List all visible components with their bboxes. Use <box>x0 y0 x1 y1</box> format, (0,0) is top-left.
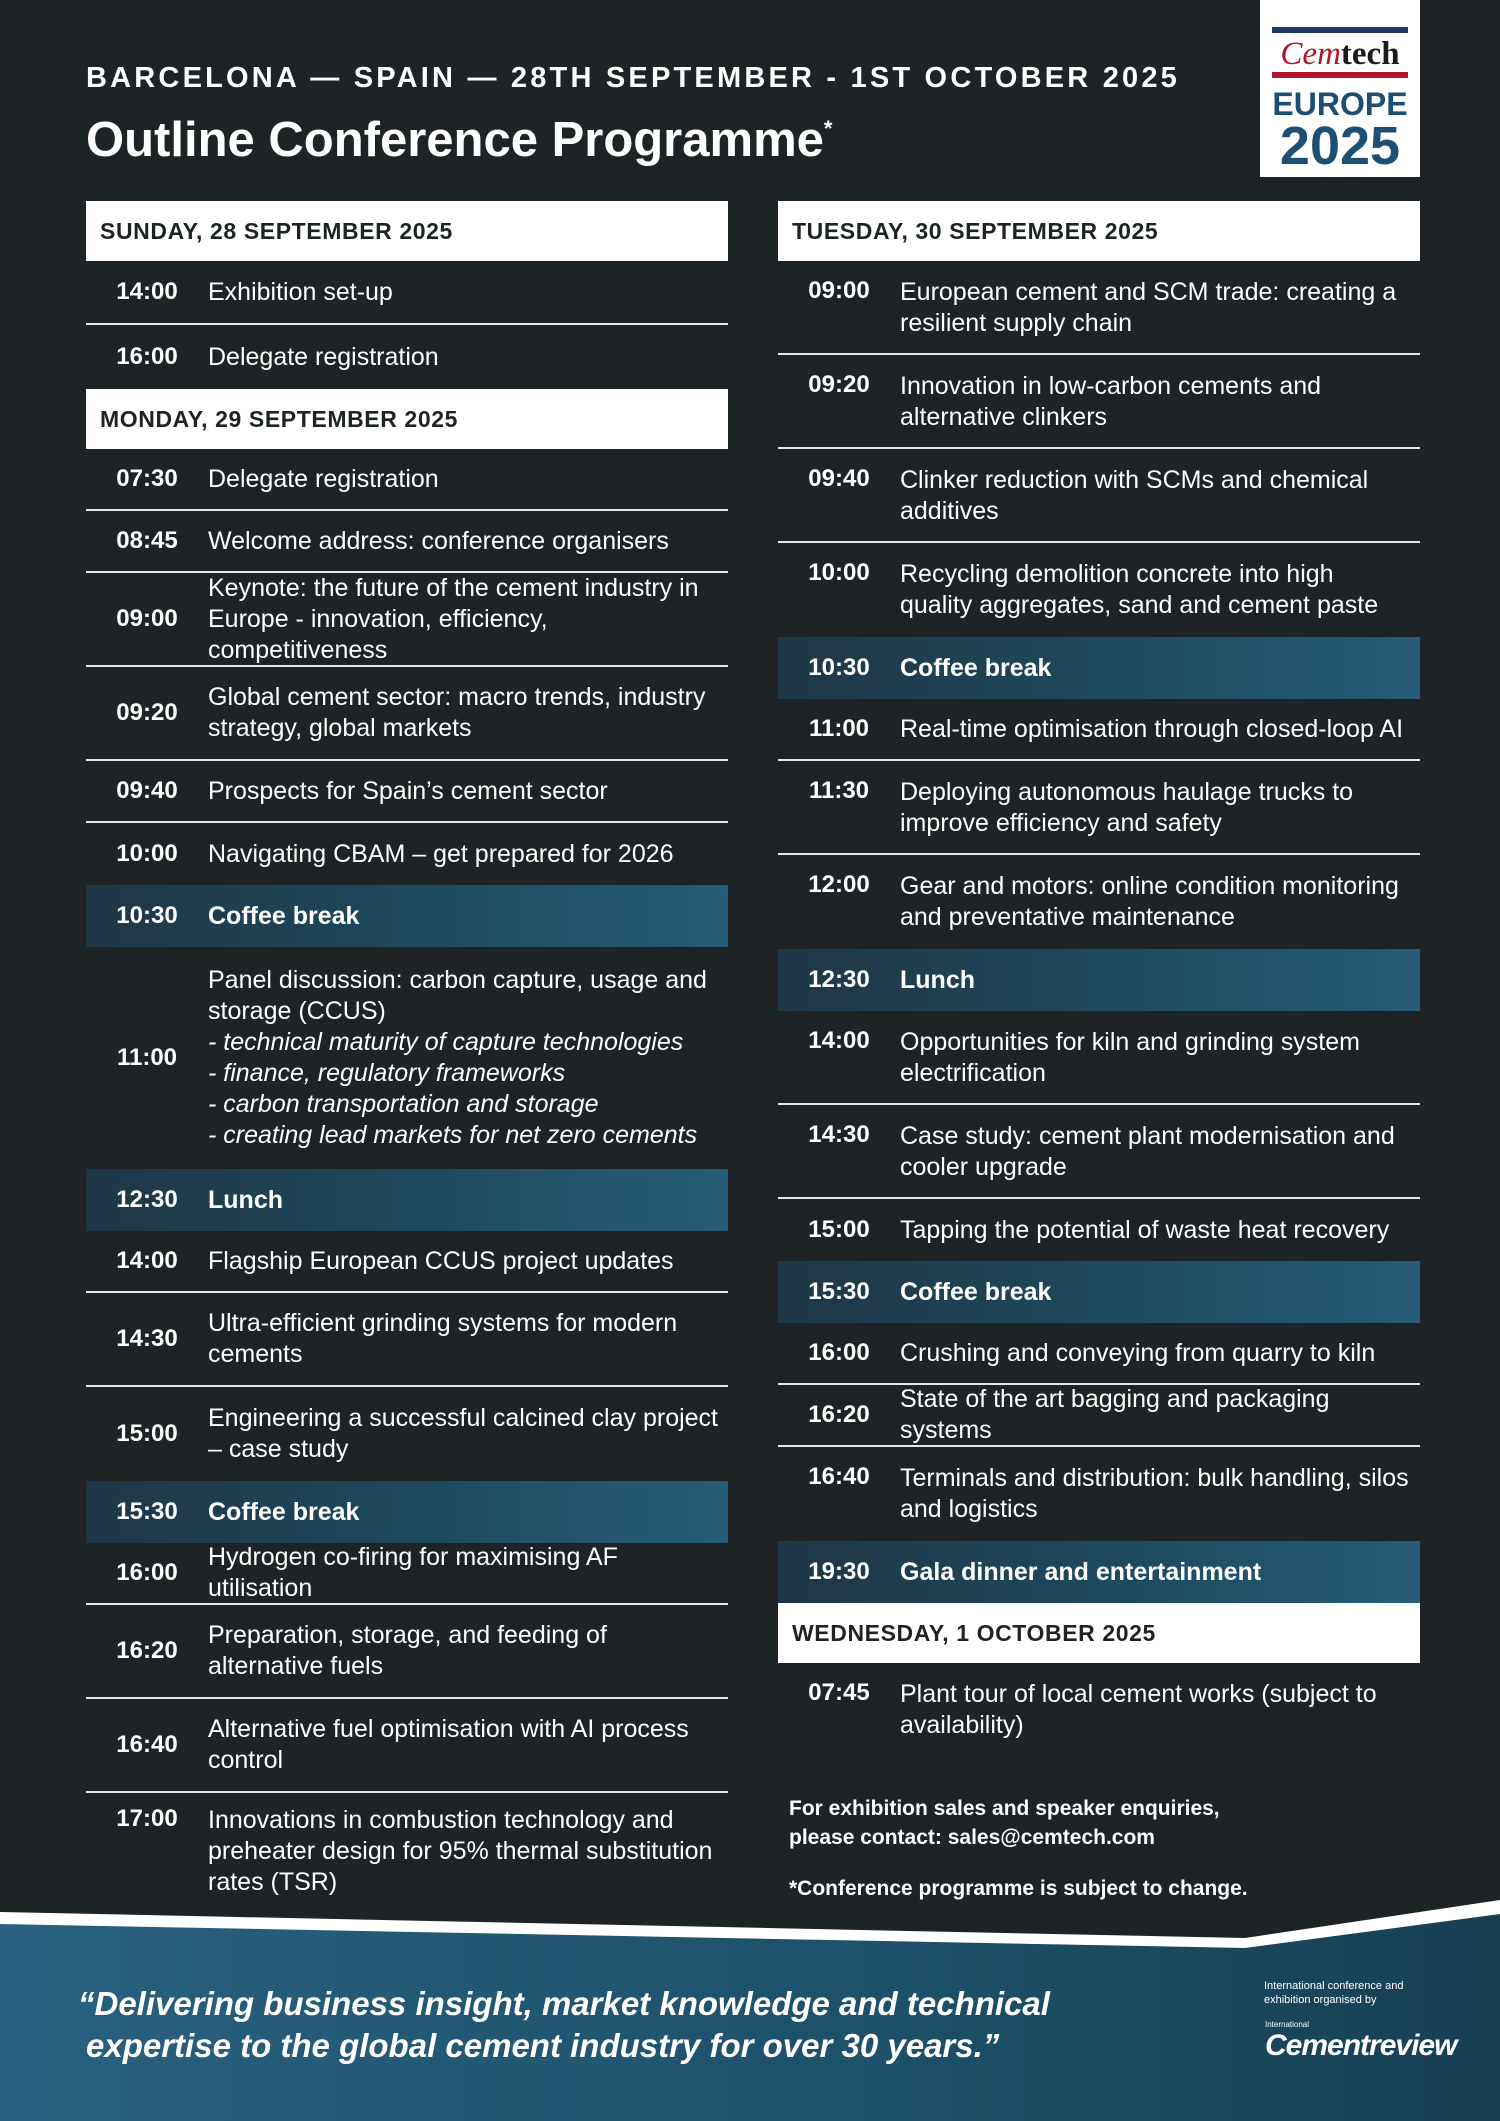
panel-topic: - technical maturity of capture technologies <box>208 1028 684 1056</box>
session-time: 15:00 <box>808 1216 870 1243</box>
day-heading-sunday: SUNDAY, 28 SEPTEMBER 2025 <box>86 201 728 261</box>
session-time: 14:00 <box>116 1247 178 1274</box>
session-title: Navigating CBAM – get prepared for 2026 <box>208 839 674 868</box>
break-row <box>86 1169 728 1231</box>
session-time: 16:00 <box>116 343 178 370</box>
event-location-dates: BARCELONA — SPAIN — 28TH SEPTEMBER - 1ST OCTOBER 2025 <box>86 62 1181 94</box>
session-time: 16:20 <box>116 1637 178 1664</box>
session-row <box>86 1793 728 1905</box>
organiser-text <box>1264 1979 1403 2007</box>
session-row <box>778 1385 1420 1447</box>
session-row <box>778 855 1420 949</box>
session-row <box>778 1663 1420 1757</box>
session-row <box>778 1011 1420 1105</box>
break-row <box>778 1541 1420 1603</box>
session-title: Coffee break <box>208 1497 360 1526</box>
session-row <box>86 325 728 389</box>
session-row <box>86 1699 728 1793</box>
logo-bottom-strip <box>1272 72 1408 78</box>
cemtech-europe-logo <box>1260 0 1420 177</box>
session-time: 15:00 <box>116 1420 178 1447</box>
session-row-panel <box>86 947 728 1169</box>
session-title: Deploying autonomous haulage trucks to improve efficiency and safety <box>900 778 1354 837</box>
session-time: 14:00 <box>808 1027 870 1054</box>
left-column <box>86 201 728 1905</box>
day-heading-monday: MONDAY, 29 SEPTEMBER 2025 <box>86 389 728 449</box>
session-title: Gala dinner and entertainment <box>900 1557 1262 1586</box>
session-time: 16:00 <box>116 1559 178 1586</box>
session-row <box>86 1293 728 1387</box>
panel-title: Panel discussion: carbon capture, usage and storage (CCUS) <box>208 966 707 1025</box>
logo-region: EUROPE <box>1272 86 1408 122</box>
session-time: 11:00 <box>808 715 870 742</box>
session-title: Real-time optimisation through closed-loop AI <box>900 714 1404 743</box>
session-row <box>778 1323 1420 1385</box>
session-title: Coffee break <box>208 901 360 930</box>
session-title: Exhibition set-up <box>208 277 393 306</box>
break-row <box>86 1481 728 1543</box>
session-row <box>86 667 728 761</box>
session-title: Innovations in combustion technology and preheater design for 95% thermal substitution rates (TSR) <box>208 1806 713 1896</box>
session-row <box>778 261 1420 355</box>
session-row <box>86 449 728 511</box>
session-title: Recycling demolition concrete into high quality aggregates, sand and cement paste <box>900 560 1379 619</box>
session-row <box>778 761 1420 855</box>
session-time: 09:20 <box>116 699 178 726</box>
day-heading-tuesday: TUESDAY, 30 SEPTEMBER 2025 <box>778 201 1420 261</box>
footer-quote <box>78 1983 1050 2067</box>
session-title: Hydrogen co-firing for maximising AF utilisation <box>208 1543 618 1602</box>
session-row <box>86 1231 728 1293</box>
session-title: Delegate registration <box>208 342 439 371</box>
session-time: 12:30 <box>116 1186 178 1213</box>
session-row <box>86 511 728 573</box>
session-row <box>86 1543 728 1605</box>
session-time: 14:30 <box>808 1121 870 1148</box>
session-row <box>778 1447 1420 1541</box>
session-row <box>778 543 1420 637</box>
session-title: Terminals and distribution: bulk handling, silos and logistics <box>900 1464 1409 1523</box>
session-row <box>778 449 1420 543</box>
cement-review-logo <box>1265 2020 1457 2070</box>
cr-logo-small: International <box>1265 2020 1310 2029</box>
session-time: 08:45 <box>116 527 178 554</box>
logo-top-strip <box>1272 27 1408 33</box>
session-time: 09:00 <box>808 277 870 304</box>
session-title: Flagship European CCUS project updates <box>208 1246 674 1275</box>
break-row <box>778 637 1420 699</box>
logo-year: 2025 <box>1279 116 1401 176</box>
session-title: Ultra-efficient grinding systems for modern cements <box>208 1309 678 1368</box>
session-row <box>778 1105 1420 1199</box>
contact-line: For exhibition sales and speaker enquiries, <box>789 1797 1220 1820</box>
session-time: 09:40 <box>808 465 870 492</box>
cr-logo-brand: Cementreview <box>1265 2029 1457 2062</box>
session-title <box>208 965 728 1151</box>
session-time: 16:40 <box>808 1463 870 1490</box>
session-title: Welcome address: conference organisers <box>208 526 669 555</box>
page-title <box>86 112 832 168</box>
session-time: 11:00 <box>116 1044 178 1071</box>
session-time: 19:30 <box>808 1558 870 1585</box>
break-row <box>86 885 728 947</box>
session-title: Case study: cement plant modernisation and cooler upgrade <box>900 1122 1395 1181</box>
session-title: Crushing and conveying from quarry to kiln <box>900 1338 1376 1367</box>
session-title: Clinker reduction with SCMs and chemical additives <box>900 466 1369 525</box>
session-time: 09:20 <box>808 371 870 398</box>
panel-topic: - finance, regulatory frameworks <box>208 1059 566 1087</box>
session-time: 16:40 <box>116 1731 178 1758</box>
session-title: Innovation in low-carbon cements and alternative clinkers <box>900 372 1322 431</box>
session-title: Prospects for Spain’s cement sector <box>208 776 608 805</box>
session-time: 17:00 <box>116 1805 178 1832</box>
session-time: 15:30 <box>116 1498 178 1525</box>
session-title: Alternative fuel optimisation with AI process control <box>208 1715 689 1774</box>
session-title: Engineering a successful calcined clay project – case study <box>208 1404 718 1463</box>
session-title: Lunch <box>900 965 975 994</box>
session-title: Coffee break <box>900 653 1052 682</box>
session-time: 10:00 <box>808 559 870 586</box>
organiser-line: exhibition organised by <box>1264 1994 1377 2006</box>
session-title: Opportunities for kiln and grinding system electrification <box>900 1028 1360 1087</box>
right-column <box>778 201 1420 1757</box>
title-asterisk: * <box>823 116 833 141</box>
session-title: Gear and motors: online condition monitoring and preventative maintenance <box>900 872 1399 931</box>
session-row <box>86 1605 728 1699</box>
logo-brand-b: tech <box>1340 36 1400 72</box>
session-row <box>86 573 728 667</box>
session-row <box>778 1199 1420 1261</box>
footnote: *Conference programme is subject to change. <box>789 1877 1248 1900</box>
page-title-text: Outline Conference Programme <box>86 113 824 167</box>
session-time: 16:00 <box>808 1339 870 1366</box>
session-title: Tapping the potential of waste heat recovery <box>900 1215 1390 1244</box>
session-time: 09:40 <box>116 777 178 804</box>
session-time: 07:45 <box>808 1679 870 1706</box>
session-time: 12:30 <box>808 966 870 993</box>
session-title: Lunch <box>208 1185 283 1214</box>
session-time: 10:00 <box>116 840 178 867</box>
session-time: 14:30 <box>116 1325 178 1352</box>
session-time: 14:00 <box>116 278 178 305</box>
session-row <box>778 699 1420 761</box>
session-row <box>86 1387 728 1481</box>
session-row <box>86 823 728 885</box>
session-time: 12:00 <box>808 871 870 898</box>
session-time: 07:30 <box>116 465 178 492</box>
session-time: 15:30 <box>808 1278 870 1305</box>
panel-topic: - creating lead markets for net zero cements <box>208 1121 698 1149</box>
contact-line: please contact: sales@cemtech.com <box>789 1826 1155 1849</box>
session-title: Coffee break <box>900 1277 1052 1306</box>
logo-brand-a: Cem <box>1280 36 1341 72</box>
session-title: Plant tour of local cement works (subject to availability) <box>900 1680 1377 1739</box>
break-row <box>778 1261 1420 1323</box>
quote-line: expertise to the global cement industry for over 30 years.” <box>86 2027 1000 2064</box>
day-heading-wednesday: WEDNESDAY, 1 OCTOBER 2025 <box>778 1603 1420 1663</box>
session-time: 11:30 <box>808 777 870 804</box>
session-time: 16:20 <box>808 1401 870 1428</box>
session-title: Global cement sector: macro trends, industry strategy, global markets <box>208 683 706 742</box>
session-time: 09:00 <box>116 605 178 632</box>
logo-brand <box>1260 36 1420 72</box>
session-title: Preparation, storage, and feeding of alternative fuels <box>208 1621 607 1680</box>
session-row <box>778 355 1420 449</box>
session-title: State of the art bagging and packaging systems <box>900 1385 1330 1444</box>
session-row <box>86 761 728 823</box>
session-time: 10:30 <box>808 654 870 681</box>
session-time: 10:30 <box>116 902 178 929</box>
contact-info <box>789 1794 1220 1852</box>
organiser-line: International conference and <box>1264 1980 1404 1992</box>
quote-line: “Delivering business insight, market knowledge and technical <box>78 1985 1050 2022</box>
session-row <box>86 261 728 325</box>
session-title: Keynote: the future of the cement industry in Europe - innovation, efficiency, competitiveness <box>208 573 699 664</box>
break-row <box>778 949 1420 1011</box>
session-title: European cement and SCM trade: creating a resilient supply chain <box>900 278 1397 337</box>
session-title: Delegate registration <box>208 464 439 493</box>
panel-topic: - carbon transportation and storage <box>208 1090 599 1118</box>
